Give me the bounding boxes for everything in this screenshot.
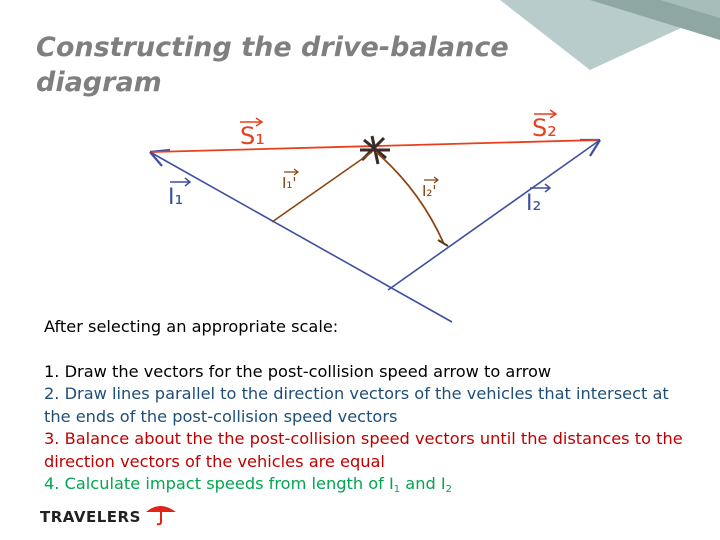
i1-text: I₁ [168, 185, 184, 210]
slide-title: Constructing the drive-balance diagram [36, 32, 509, 98]
umbrella-icon [142, 502, 182, 526]
s1-text: S₁ [240, 122, 265, 150]
i2-label [526, 184, 550, 216]
s1-label [240, 118, 265, 150]
intro-text: After selecting an appropriate scale: [44, 317, 339, 336]
step-2: 2. Draw lines parallel to the direction vectors of the vehicles that intersect at the ends of the post-collision speed vectors [44, 384, 669, 426]
i2-text: I₂ [526, 191, 542, 216]
i2-prime-text: I₂' [422, 182, 437, 200]
step-3: 3. Balance about the the post-collision speed vectors until the distances to the direction vectors of the vehicles are equal [44, 429, 683, 471]
i2-prime-label [422, 177, 438, 200]
direction-line-2 [388, 140, 600, 290]
s2-label [532, 110, 557, 142]
i1-prime-text: I₁' [282, 174, 297, 192]
step-4-and: and I [400, 474, 446, 493]
i1-prime-label [282, 169, 298, 192]
step-4 [44, 473, 694, 496]
step-1: 1. Draw the vectors for the post-collision speed arrow to arrow [44, 361, 552, 381]
direction-line-1 [150, 152, 452, 322]
step-4-text: 4. Calculate impact speeds from length of I [44, 474, 394, 493]
step-4-sub-2: 2 [445, 484, 453, 495]
s2-text: S₂ [532, 114, 557, 142]
step-4-sub-1: 1 [393, 484, 401, 495]
logo-text: TRAVELERS [40, 508, 141, 526]
instructions [44, 316, 694, 496]
i1-label [168, 178, 190, 210]
